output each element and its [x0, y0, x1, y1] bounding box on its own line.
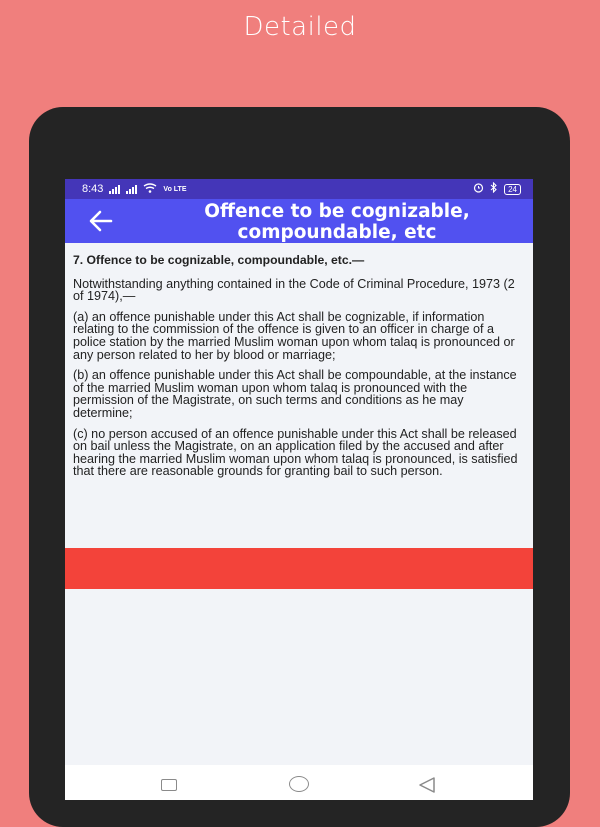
home-icon[interactable] — [289, 776, 309, 792]
paragraph-b: (b) an offence punishable under this Act shall be compoundable, at the instance of the married Muslim woman upon whom talaq is pronounced with the permission of the Magistrate, on such terms and conditions as he may determine; — [73, 368, 517, 420]
status-left — [82, 183, 187, 196]
back-icon[interactable] — [417, 776, 437, 794]
section-heading: 7. Offence to be cognizable, compoundable, etc.— — [73, 253, 365, 267]
blank-area — [65, 589, 533, 765]
signal-icon — [126, 185, 137, 194]
wifi-icon — [143, 183, 157, 196]
navigation-bar — [65, 765, 533, 800]
page-title: Offence to be cognizable, compoundable, etc — [204, 201, 470, 243]
paragraph-c: (c) no person accused of an offence punishable under this Act shall be released on bail unless the Magistrate, on an application filed by the accused and after hearing the married Muslim woman upon whom talaq is pronounced, is satisfied that there are reasonable grounds for granting bail to such person. — [73, 426, 518, 479]
signal-icon — [109, 185, 120, 194]
app-bar — [65, 199, 533, 243]
section-content — [65, 243, 533, 548]
bluetooth-icon — [490, 182, 498, 196]
status-right — [473, 182, 521, 196]
paragraph-a: (a) an offence punishable under this Act shall be cognizable, if information relating to the commission of the offence is given to an officer in charge of a police station by the married Muslim woman upon whom talaq is pronounced or any person related to her by blood or marriage; — [73, 309, 515, 362]
volte-label: Vo LTE — [163, 185, 187, 193]
promo-title: Detailed — [243, 12, 357, 42]
alarm-icon — [473, 182, 484, 196]
paragraph-intro: Notwithstanding anything contained in the Code of Criminal Procedure, 1973 (2 of 1974),— — [73, 276, 515, 304]
ad-banner[interactable] — [65, 548, 533, 589]
phone-screen — [65, 179, 533, 800]
back-arrow-icon[interactable] — [87, 207, 115, 235]
status-bar — [65, 179, 533, 199]
battery-icon: 24 — [504, 184, 521, 195]
recents-icon[interactable] — [161, 779, 177, 791]
status-time: 8:43 — [82, 183, 104, 195]
